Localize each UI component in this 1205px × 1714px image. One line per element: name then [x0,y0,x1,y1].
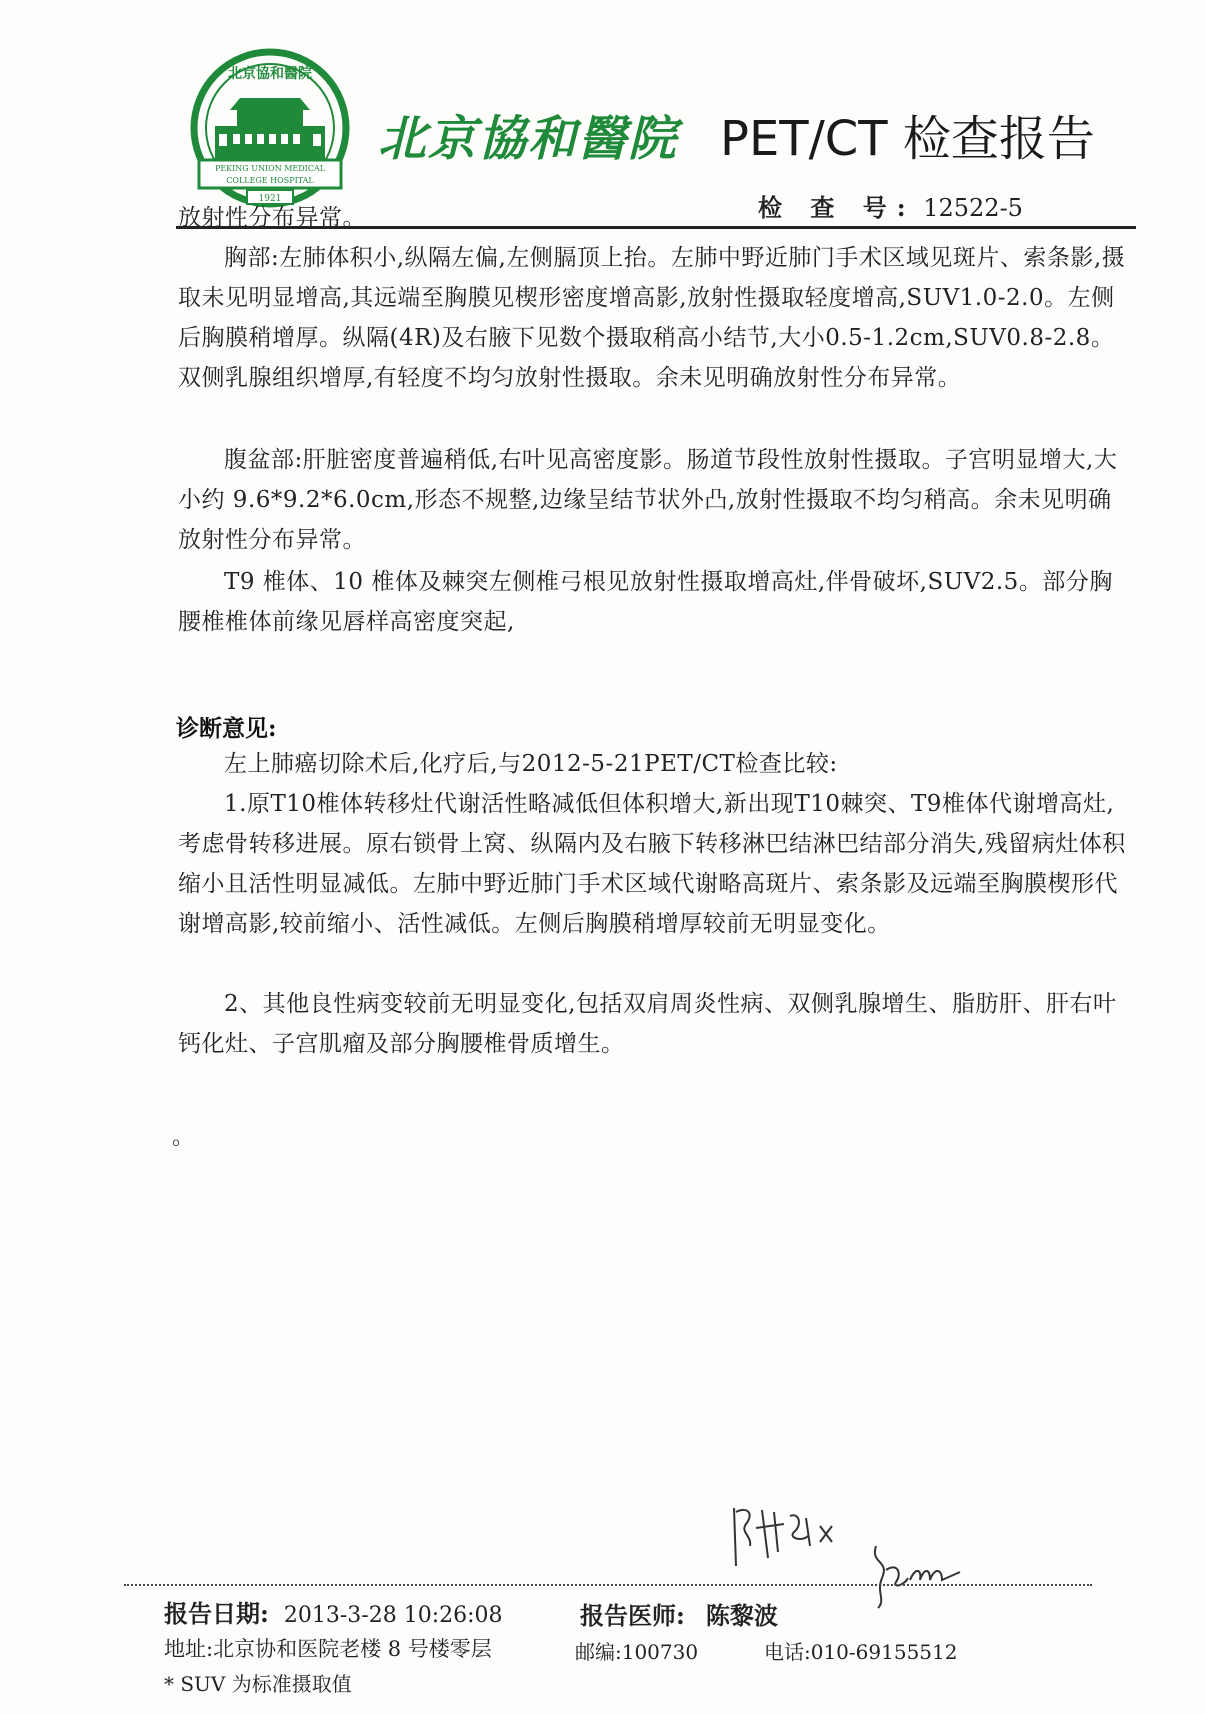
report-doctor-name: 陈黎波 [705,1601,778,1630]
report-title: PET/CT 检查报告 [720,111,1095,167]
postcode: 邮编:100730 [575,1640,699,1664]
diagnosis-heading: 诊断意见: [176,715,277,742]
findings-chest: 胸部:左肺体积小,纵隔左偏,左侧膈顶上抬。左肺中野近肺门手术区域见斑片、索条影,摄取未见明显增高,其远端至胸膜见楔形密度增高影,放射性摄取轻度增高,SUV1.0-2.0。左侧后胸膜稍增厚。纵隔(4R)及右腋下见数个摄取稍高小结节,大小0.5-1.2cm,SUV0.8-2.8。双侧乳腺组织增厚,有轻度不均匀放射性摄取。余未见明确放射性分布异常。 [178,245,1126,391]
handwritten-signature-1 [728,1502,858,1572]
logo-cn-text: 北京協和醫院 [228,66,312,82]
report-date-label: 报告日期: [164,1599,269,1628]
hospital-name: 北京協和醫院 [378,111,679,167]
logo-en-line-1: PEKING UNION MEDICAL [214,164,326,173]
trailing-mark: 。 [172,1125,195,1150]
report-doctor [580,1596,778,1631]
phone-number: 电话:010-69155512 [764,1640,958,1664]
footer-divider [124,1584,1092,1586]
findings-line0: 放射性分布异常。 [178,205,366,231]
report-date-value: 2013-3-28 10:26:08 [283,1603,503,1628]
diagnosis-item-1: 1.原T10椎体转移灶代谢活性略减低但体积增大,新出现T10棘突、T9椎体代谢增高灶,考虑骨转移进展。原右锁骨上窝、纵隔内及右腋下转移淋巴结淋巴结部分消失,残留病灶体积缩小且活性明显减低。左肺中野近肺门手术区域代谢略高斑片、索条影及远端至胸膜楔形代谢增高影,较前缩小、活性减低。左侧后胸膜稍增厚较前无明显变化。 [178,791,1126,937]
handwritten-signature-2 [868,1540,968,1610]
diagnosis-item-2: 2、其他良性病变较前无明显变化,包括双肩周炎性病、双侧乳腺增生、脂肪肝、肝右叶钙化灶、子宫肌瘤及部分胸腰椎骨质增生。 [178,991,1117,1057]
logo-year: 1921 [258,194,282,204]
hospital-logo [185,48,355,213]
logo-en-line-2: COLLEGE HOSPITAL [226,176,314,185]
report-doctor-label: 报告医师: [580,1601,685,1630]
diagnosis-intro: 左上肺癌切除术后,化疗后,与2012-5-21PET/CT检查比较: [224,751,838,777]
exam-number-label: 检 查 号: [758,193,916,222]
report-date [164,1594,503,1629]
hospital-address: 地址:北京协和医院老楼 8 号楼零层 [164,1637,492,1661]
suv-note: * SUV 为标准摄取值 [164,1672,352,1696]
findings-spine: T9 椎体、10 椎体及棘突左侧椎弓根见放射性摄取增高灶,伴骨破坏,SUV2.5。部分胸腰椎椎体前缘见唇样高密度突起, [178,569,1113,635]
findings-abdomen: 腹盆部:肝脏密度普遍稍低,右叶见高密度影。肠道节段性放射性摄取。子宫明显增大,大小约 9.6*9.2*6.0cm,形态不规整,边缘呈结节状外凸,放射性摄取不均匀稍高。余未见明确放射性分布异常。 [178,447,1118,553]
exam-number-value: 12522-5 [923,194,1023,222]
